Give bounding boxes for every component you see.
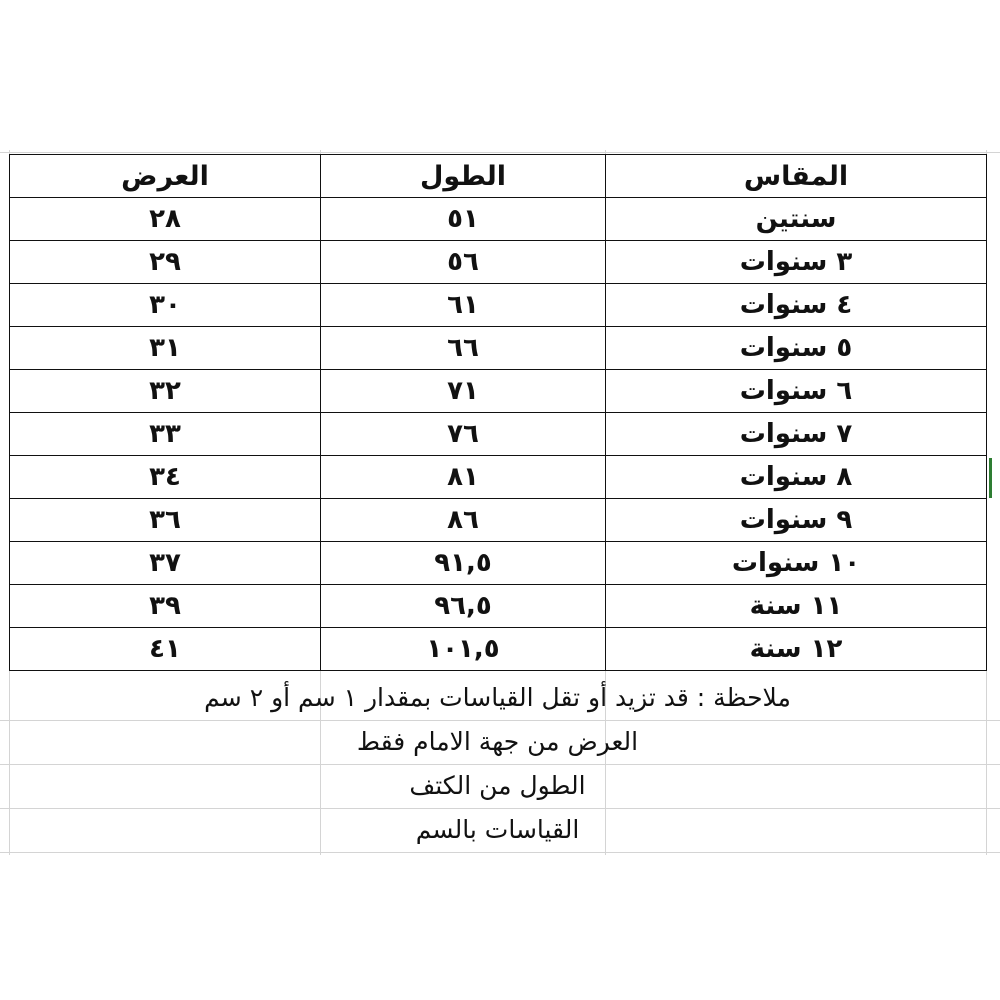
table-row — [10, 370, 987, 413]
size-cell[interactable]: ٦ سنوات — [606, 370, 987, 413]
width-cell[interactable]: ٢٨ — [10, 198, 321, 241]
length-cell[interactable]: ١٠١,٥ — [321, 628, 606, 671]
active-cell-indicator — [989, 458, 992, 498]
header-length-cell[interactable]: الطول — [321, 155, 606, 198]
note-units-cell[interactable]: القياسات بالسم — [415, 815, 580, 844]
size-cell[interactable]: ١٢ سنة — [606, 628, 987, 671]
length-cell[interactable]: ٧٦ — [321, 413, 606, 456]
table-row — [10, 241, 987, 284]
width-cell[interactable]: ٣٣ — [10, 413, 321, 456]
size-cell[interactable]: ٣ سنوات — [606, 241, 987, 284]
size-chart-table — [9, 154, 987, 671]
note-tolerance-cell[interactable]: ملاحظة : قد تزيد أو تقل القياسات بمقدار ١ سم أو ٢ سم — [204, 683, 791, 712]
notes-block — [9, 676, 986, 852]
width-cell[interactable]: ٣٧ — [10, 542, 321, 585]
note-width-cell[interactable]: العرض من جهة الامام فقط — [356, 727, 639, 756]
grid-line — [0, 152, 1000, 153]
table-row — [10, 542, 987, 585]
length-cell[interactable]: ٩١,٥ — [321, 542, 606, 585]
table-row — [10, 284, 987, 327]
size-cell[interactable]: ٨ سنوات — [606, 456, 987, 499]
table-row — [10, 198, 987, 241]
size-cell[interactable]: ١١ سنة — [606, 585, 987, 628]
length-cell[interactable]: ٧١ — [321, 370, 606, 413]
size-cell[interactable]: ٥ سنوات — [606, 327, 987, 370]
length-cell[interactable]: ٩٦,٥ — [321, 585, 606, 628]
length-cell[interactable]: ٨١ — [321, 456, 606, 499]
width-cell[interactable]: ٣٢ — [10, 370, 321, 413]
header-size-cell[interactable]: المقاس — [606, 155, 987, 198]
table-row — [10, 628, 987, 671]
header-width-cell[interactable]: العرض — [10, 155, 321, 198]
table-row — [10, 456, 987, 499]
note-length-cell[interactable]: الطول من الكتف — [409, 771, 586, 800]
length-cell[interactable]: ٨٦ — [321, 499, 606, 542]
size-cell[interactable]: ١٠ سنوات — [606, 542, 987, 585]
length-cell[interactable]: ٦١ — [321, 284, 606, 327]
width-cell[interactable]: ٣٤ — [10, 456, 321, 499]
table-row — [10, 499, 987, 542]
width-cell[interactable]: ٣١ — [10, 327, 321, 370]
width-cell[interactable]: ٣٠ — [10, 284, 321, 327]
size-cell[interactable]: ٩ سنوات — [606, 499, 987, 542]
width-cell[interactable]: ٤١ — [10, 628, 321, 671]
size-cell[interactable]: سنتين — [606, 198, 987, 241]
length-cell[interactable]: ٥٦ — [321, 241, 606, 284]
size-cell[interactable]: ٤ سنوات — [606, 284, 987, 327]
table-row — [10, 413, 987, 456]
size-cell[interactable]: ٧ سنوات — [606, 413, 987, 456]
length-cell[interactable]: ٦٦ — [321, 327, 606, 370]
width-cell[interactable]: ٢٩ — [10, 241, 321, 284]
grid-line — [0, 852, 1000, 853]
width-cell[interactable]: ٣٩ — [10, 585, 321, 628]
table-header-row — [10, 155, 987, 198]
table-row — [10, 585, 987, 628]
length-cell[interactable]: ٥١ — [321, 198, 606, 241]
width-cell[interactable]: ٣٦ — [10, 499, 321, 542]
table-row — [10, 327, 987, 370]
